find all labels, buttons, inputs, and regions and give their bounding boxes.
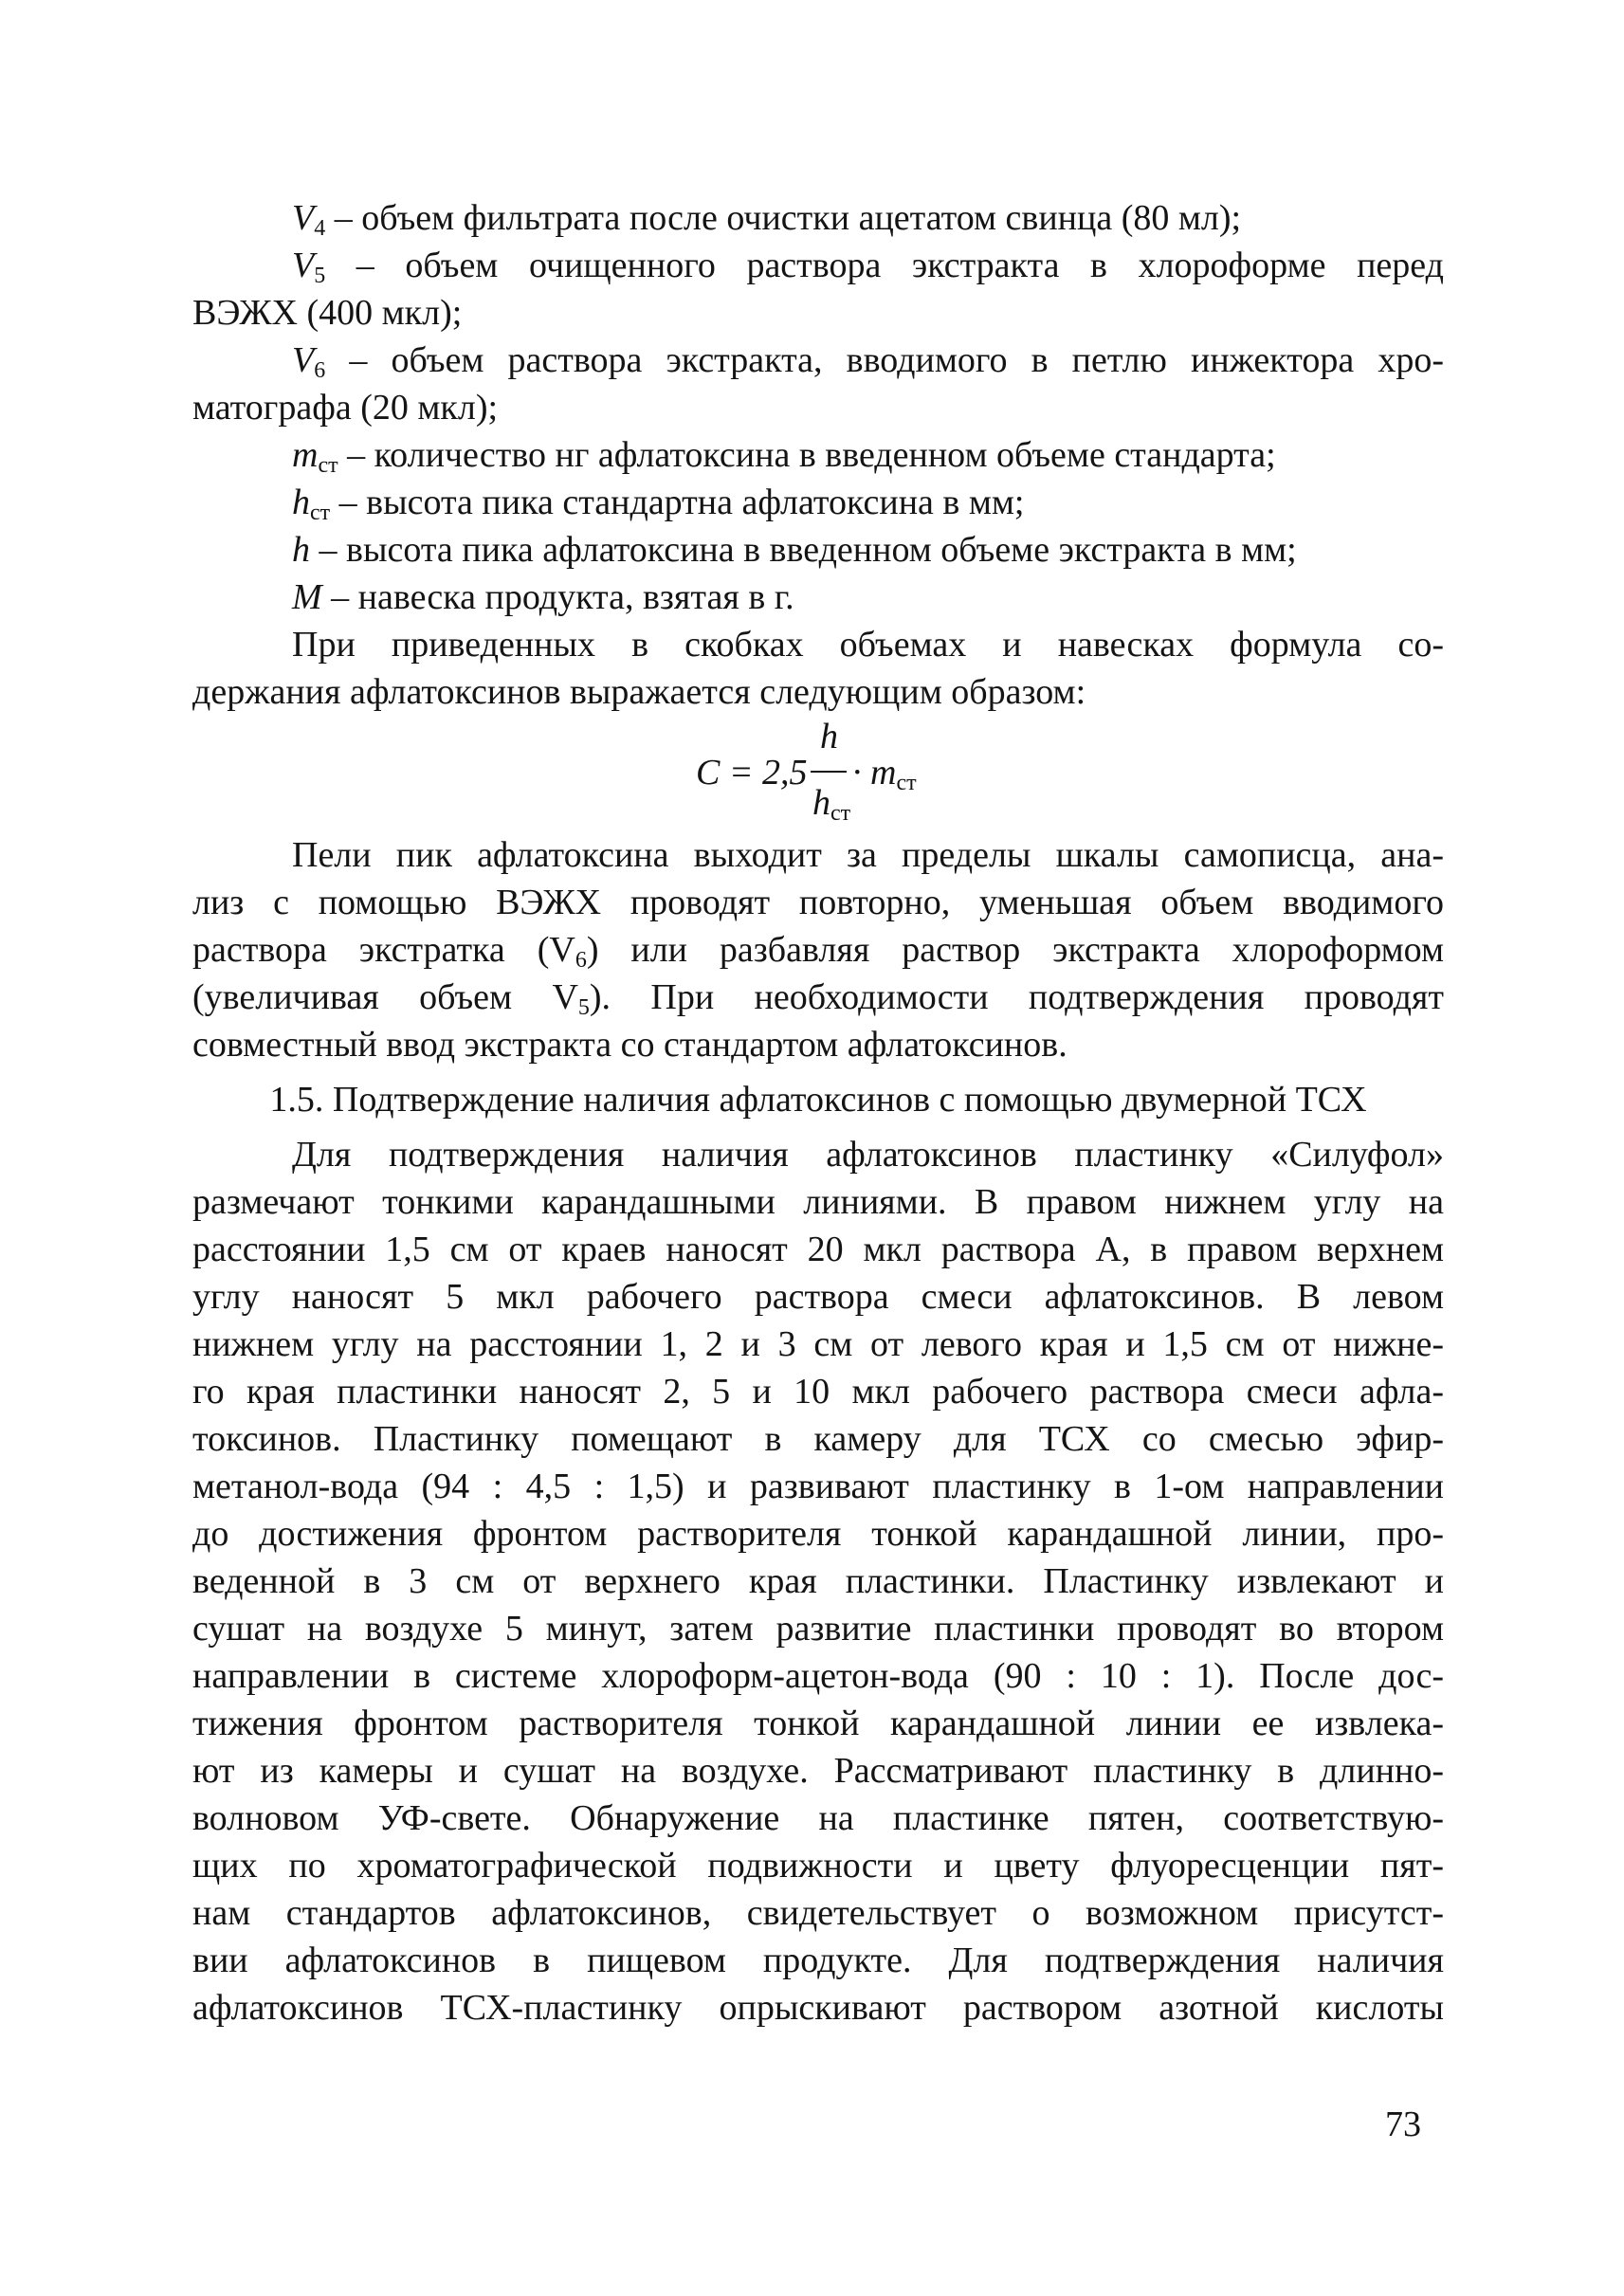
aflatoxin-formula <box>192 716 1444 831</box>
formula-denominator: $h_{ст}$ <box>812 783 851 826</box>
paragraph-2-line-8: метанол-вода (94 : 4,5 : 1,5) и развивают пластинку в 1-ом направлении <box>192 1467 1444 1506</box>
paragraph-2-line-19: афлатоксинов ТСХ-пластинку опрыскивают раствором азотной кислоты <box>192 1988 1444 2028</box>
section-heading: 1.5. Подтверждение наличия афлатоксинов с помощью двумерной ТСХ <box>269 1080 1367 1120</box>
paragraph-2-line-6: го края пластинки наносят 2, 5 и 10 мкл рабочего раствора смеси афла- <box>192 1372 1444 1412</box>
definition-v5: $V_5$ – объем очищенного раствора экстракта в хлороформе перед <box>292 246 1444 288</box>
paragraph-2-line-4: углу наносят 5 мкл рабочего раствора смеси афлатоксинов. В левом <box>192 1277 1444 1317</box>
definition-v6-cont: матографа (20 мкл); <box>192 388 499 428</box>
definition-v4: $V_4$ – объем фильтрата после очистки ацетатом свинца (80 мл); <box>292 198 1242 241</box>
paragraph-2-line-18: вии афлатоксинов в пищевом продукте. Для подтверждения наличия <box>192 1941 1444 1980</box>
formula-numerator: h <box>820 717 838 756</box>
intro-line-1: При приведенных в скобках объемах и навесках формула со- <box>292 625 1444 665</box>
paragraph-1-line-1: Пели пик афлатоксина выходит за пределы шкалы самописца, ана- <box>292 835 1444 875</box>
paragraph-2-line-5: нижнем углу на расстоянии 1, 2 и 3 см от левого края и 1,5 см от нижне- <box>192 1324 1444 1364</box>
paragraph-2-line-13: тижения фронтом растворителя тонкой карандашной линии ее извлека- <box>192 1704 1444 1743</box>
formula-rhs: · $m_{ст}$ <box>852 753 917 795</box>
definition-h-st: $h_{ст}$ – высота пика стандартна афлатоксина в мм; <box>292 483 1025 525</box>
formula-fraction-bar <box>811 771 847 773</box>
paragraph-1-line-2: лиз с помощью ВЭЖХ проводят повторно, уменьшая объем вводимого <box>192 883 1444 922</box>
definition-m-st: $m_{ст}$ – количество нг афлатоксина в введенном объеме стандарта; <box>292 435 1276 478</box>
paragraph-2-line-17: нам стандартов афлатоксинов, свидетельствует о возможном присутст- <box>192 1893 1444 1933</box>
paragraph-2-line-15: волновом УФ-свете. Обнаружение на пластинке пятен, соответствую- <box>192 1798 1444 1838</box>
paragraph-2-line-16: щих по хроматографической подвижности и цвету флуоресценции пят- <box>192 1846 1444 1886</box>
formula-lhs: C = 2,5 <box>696 753 808 793</box>
paragraph-1-line-3: раствора экстратка $(V_6)$ или разбавляя раствор экстракта хлороформом <box>192 930 1444 973</box>
paragraph-2-line-9: до достижения фронтом растворителя тонкой карандашной линии, про- <box>192 1514 1444 1554</box>
intro-line-2: держания афлатоксинов выражается следующим образом: <box>192 672 1086 712</box>
paragraph-1-line-4: (увеличивая объем $V_5$). При необходимости подтверждения проводят <box>192 977 1444 1020</box>
definition-v6: $V_6$ – объем раствора экстракта, вводимого в петлю инжектора хро- <box>292 340 1444 383</box>
paragraph-1-line-5: совместный ввод экстракта со стандартом афлатоксинов. <box>192 1025 1067 1065</box>
page-body <box>192 194 1444 2032</box>
paragraph-2-line-12: направлении в системе хлороформ-ацетон-вода (90 : 10 : 1). После дос- <box>192 1656 1444 1696</box>
paragraph-2-line-10: веденной в 3 см от верхнего края пластинки. Пластинку извлекают и <box>192 1561 1444 1601</box>
definition-h: h – высота пика афлатоксина в введенном объеме экстракта в мм; <box>292 530 1297 570</box>
paragraph-2-line-1: Для подтверждения наличия афлатоксинов пластинку «Силуфол» <box>292 1135 1444 1175</box>
definition-m-mass: M – навеска продукта, взятая в г. <box>292 577 794 617</box>
paragraph-2-line-3: расстоянии 1,5 см от краев наносят 20 мкл раствора А, в правом верхнем <box>192 1230 1444 1269</box>
paragraph-2-line-2: размечают тонкими карандашными линиями. В правом нижнем углу на <box>192 1182 1444 1222</box>
definition-v5-cont: ВЭЖХ (400 мкл); <box>192 293 463 333</box>
page-number: 73 <box>1385 2105 1421 2144</box>
paragraph-2-line-14: ют из камеры и сушат на воздухе. Рассматривают пластинку в длинно- <box>192 1751 1444 1791</box>
paragraph-2-line-11: сушат на воздухе 5 минут, затем развитие пластинки проводят во втором <box>192 1609 1444 1649</box>
paragraph-2-line-7: токсинов. Пластинку помещают в камеру для ТСХ со смесью эфир- <box>192 1419 1444 1459</box>
